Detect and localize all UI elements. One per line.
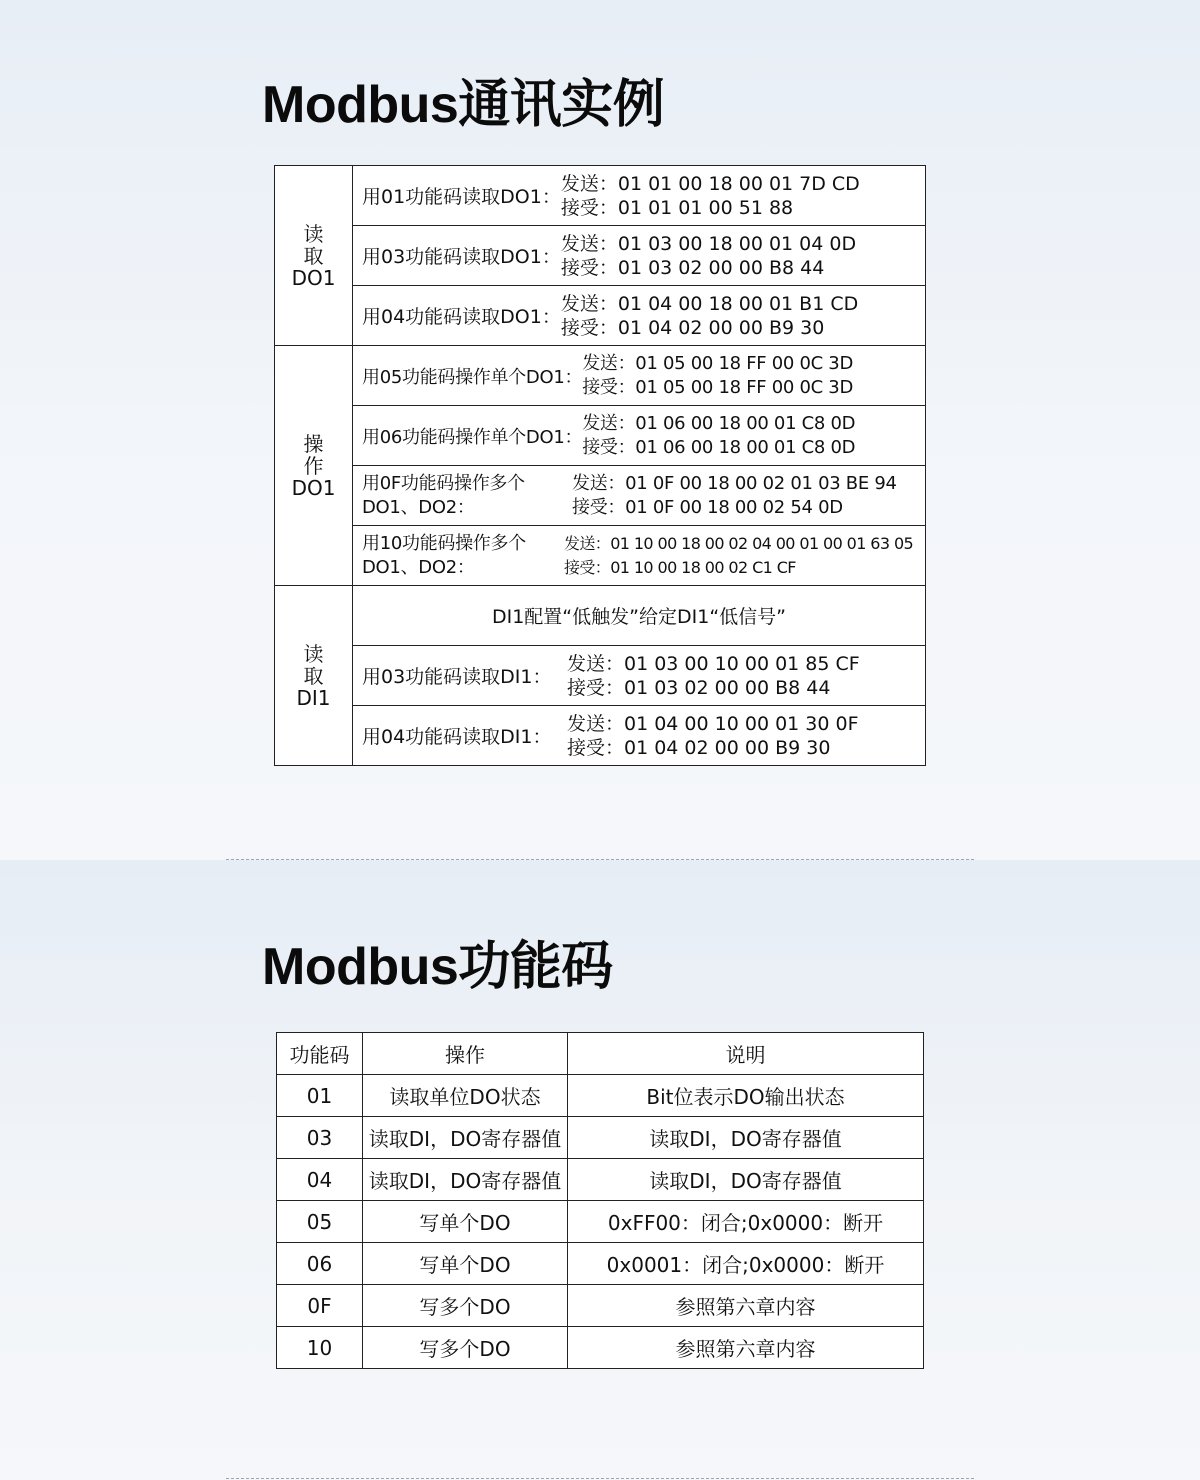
table-row xyxy=(275,406,926,466)
column-header-operation: 操作 xyxy=(363,1033,568,1075)
send-frame: 发送：01 04 00 10 00 01 30 0F xyxy=(567,712,859,735)
function-label-cont: DO1、DO2： xyxy=(362,556,475,578)
example-cell xyxy=(353,526,926,586)
receive-frame: 接受：01 05 00 18 FF 00 0C 3D xyxy=(582,376,854,398)
table-row xyxy=(277,1201,924,1243)
table-row xyxy=(275,226,926,286)
function-code-table xyxy=(276,1032,924,1369)
cell-code: 04 xyxy=(277,1159,363,1201)
receive-frame: 接受：01 01 01 00 51 88 xyxy=(560,196,794,219)
cell-description: 读取DI，DO寄存器值 xyxy=(568,1159,924,1201)
table-row xyxy=(277,1117,924,1159)
function-label: 用04功能码读取DI1： xyxy=(362,726,552,748)
example-cell xyxy=(353,166,926,226)
cell-code: 03 xyxy=(277,1117,363,1159)
receive-frame: 接受：01 06 00 18 00 01 C8 0D xyxy=(582,436,856,458)
table-row xyxy=(277,1159,924,1201)
send-frame: 发送：01 05 00 18 FF 00 0C 3D xyxy=(582,352,854,374)
group-label-read-do1: 读 取 DO1 xyxy=(275,166,353,346)
table-row xyxy=(275,466,926,526)
table-row xyxy=(277,1327,924,1369)
cell-description: 参照第六章内容 xyxy=(568,1327,924,1369)
example-cell xyxy=(353,466,926,526)
table-row xyxy=(275,526,926,586)
send-frame: 发送：01 04 00 18 00 01 B1 CD xyxy=(560,292,859,315)
table-row xyxy=(277,1075,924,1117)
column-header-code: 功能码 xyxy=(277,1033,363,1075)
cell-operation: 写多个DO xyxy=(363,1285,568,1327)
cell-code: 06 xyxy=(277,1243,363,1285)
table-row xyxy=(277,1285,924,1327)
cell-operation: 读取DI，DO寄存器值 xyxy=(363,1159,568,1201)
dashed-divider xyxy=(226,1478,974,1479)
function-label: 用01功能码读取DO1： xyxy=(362,186,561,208)
function-label: 用06功能码操作单个DO1： xyxy=(362,426,583,448)
section-title-comm-example: Modbus通讯实例 xyxy=(262,76,665,134)
example-cell xyxy=(353,706,926,766)
send-frame: 发送：01 03 00 10 00 01 85 CF xyxy=(567,652,860,675)
example-cell xyxy=(353,646,926,706)
group-label-operate-do1: 操 作 DO1 xyxy=(275,346,353,586)
receive-frame: 接受：01 04 02 00 00 B9 30 xyxy=(567,736,831,759)
table-row xyxy=(275,286,926,346)
receive-frame: 接受：01 03 02 00 00 B8 44 xyxy=(567,676,831,699)
table-row xyxy=(275,586,926,646)
di1-config-note: DI1配置“低触发”给定DI1“低信号” xyxy=(353,586,926,646)
cell-description: 0xFF00：闭合;0x0000：断开 xyxy=(568,1201,924,1243)
cell-code: 05 xyxy=(277,1201,363,1243)
section-title-function-codes: Modbus功能码 xyxy=(262,938,613,996)
cell-operation: 写多个DO xyxy=(363,1327,568,1369)
cell-code: 10 xyxy=(277,1327,363,1369)
cell-operation: 写单个DO xyxy=(363,1201,568,1243)
cell-code: 01 xyxy=(277,1075,363,1117)
function-label: 用10功能码操作多个 xyxy=(362,532,526,554)
cell-description: 参照第六章内容 xyxy=(568,1285,924,1327)
send-frame: 发送：01 03 00 18 00 01 04 0D xyxy=(560,232,857,255)
receive-frame: 接受：01 04 02 00 00 B9 30 xyxy=(560,316,825,339)
table-row xyxy=(275,346,926,406)
send-frame: 发送：01 10 00 18 00 02 04 00 01 00 01 63 05 xyxy=(564,533,914,553)
cell-operation: 写单个DO xyxy=(363,1243,568,1285)
table-header-row xyxy=(277,1033,924,1075)
send-frame: 发送：01 0F 00 18 00 02 01 03 BE 94 xyxy=(572,472,897,494)
cell-code: 0F xyxy=(277,1285,363,1327)
receive-frame: 接受：01 10 00 18 00 02 C1 CF xyxy=(564,557,796,577)
function-label: 用0F功能码操作多个 xyxy=(362,472,525,494)
cell-description: 读取DI，DO寄存器值 xyxy=(568,1117,924,1159)
comm-example-table xyxy=(274,165,926,766)
cell-description: 0x0001：闭合;0x0000：断开 xyxy=(568,1243,924,1285)
table-row xyxy=(275,706,926,766)
function-label: 用05功能码操作单个DO1： xyxy=(362,366,583,388)
table-row xyxy=(277,1243,924,1285)
function-label: 用04功能码读取DO1： xyxy=(362,306,561,328)
receive-frame: 接受：01 0F 00 18 00 02 54 0D xyxy=(572,496,843,518)
receive-frame: 接受：01 03 02 00 00 B8 44 xyxy=(560,256,825,279)
example-cell xyxy=(353,226,926,286)
table-row xyxy=(275,646,926,706)
cell-description: Bit位表示DO输出状态 xyxy=(568,1075,924,1117)
function-label-cont: DO1、DO2： xyxy=(362,496,475,518)
cell-operation: 读取单位DO状态 xyxy=(363,1075,568,1117)
group-label-read-di1: 读 取 DI1 xyxy=(275,586,353,766)
column-header-description: 说明 xyxy=(568,1033,924,1075)
send-frame: 发送：01 01 00 18 00 01 7D CD xyxy=(560,172,860,195)
example-cell xyxy=(353,286,926,346)
example-cell xyxy=(353,406,926,466)
send-frame: 发送：01 06 00 18 00 01 C8 0D xyxy=(582,412,856,434)
cell-operation: 读取DI，DO寄存器值 xyxy=(363,1117,568,1159)
dashed-divider xyxy=(226,859,974,860)
function-label: 用03功能码读取DI1： xyxy=(362,666,552,688)
function-label: 用03功能码读取DO1： xyxy=(362,246,561,268)
example-cell xyxy=(353,346,926,406)
table-row xyxy=(275,166,926,226)
